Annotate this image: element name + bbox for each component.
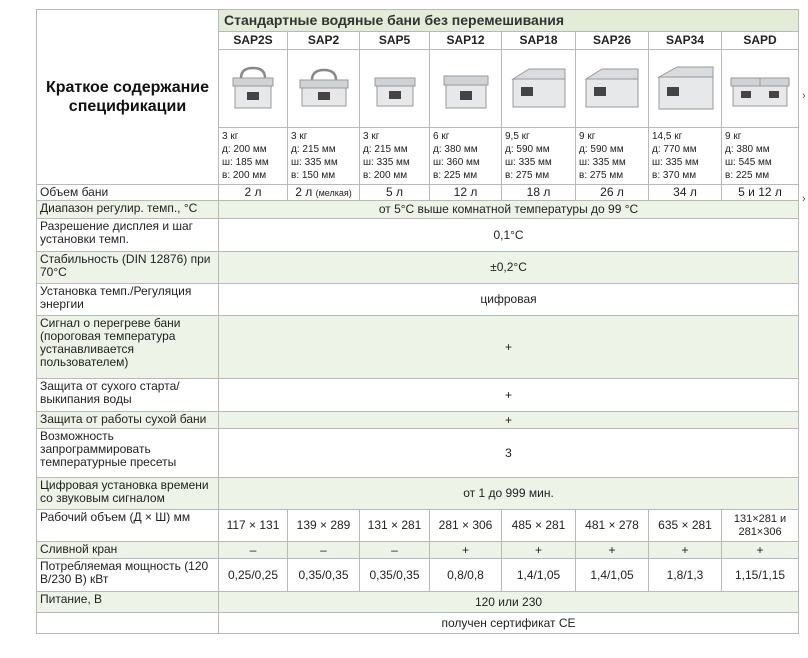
supply-value: 120 или 230: [219, 592, 799, 613]
side-mark: ›: [802, 90, 806, 102]
work-volume-value: 281 × 306: [430, 510, 502, 542]
volume-value: 26 л: [576, 185, 649, 201]
power-value: 0,8/0,8: [430, 559, 502, 592]
model-name: SAP2S: [219, 32, 288, 50]
work-volume-value: 131 × 281: [360, 510, 430, 542]
work-volume-value: 635 × 281: [649, 510, 722, 542]
work-volume-value: 485 × 281: [502, 510, 576, 542]
water-bath-image: [360, 50, 430, 128]
model-name: SAPD: [722, 32, 799, 50]
model-name: SAP12: [430, 32, 502, 50]
temp-range-row: [37, 201, 799, 219]
row-label: Потребляемая мощность (120 В/230 В) кВт: [37, 559, 219, 592]
row-label: Возможность запрограммировать температурные пресеты: [37, 429, 219, 478]
dry-start-value: +: [219, 379, 799, 412]
certificate-row: [37, 613, 799, 634]
row-label: Цифровая установка времени со звуковым сигналом: [37, 478, 219, 510]
volume-row: [37, 185, 799, 201]
power-value: 1,4/1,05: [576, 559, 649, 592]
drain-value: +: [576, 542, 649, 559]
model-dimensions: 9 кг д: 590 мм ш: 335 мм в: 275 мм: [576, 128, 649, 185]
row-label: Диапазон регулир. темп., °C: [37, 201, 219, 219]
dry-bath-value: +: [219, 412, 799, 429]
model-name: SAP2: [288, 32, 360, 50]
water-bath-image: [288, 50, 360, 128]
stability-row: [37, 252, 799, 284]
resolution-value: 0,1°C: [219, 219, 799, 252]
overheat-value: +: [219, 316, 799, 379]
water-bath-image: [219, 50, 288, 128]
drain-row: [37, 542, 799, 559]
volume-value: 2 л: [219, 185, 288, 201]
work-volume-row: [37, 510, 799, 542]
row-label: Установка темп./Регуляция энергии: [37, 284, 219, 316]
volume-value: 18 л: [502, 185, 576, 201]
work-volume-value: 139 × 289: [288, 510, 360, 542]
volume-value: 2 л (мелкая): [288, 185, 360, 201]
volume-value: 34 л: [649, 185, 722, 201]
row-label: Защита от сухого старта/ выкипания воды: [37, 379, 219, 412]
water-bath-5l-icon: [365, 62, 425, 112]
power-value: 0,35/0,35: [288, 559, 360, 592]
model-dimensions: 9 кг д: 380 мм ш: 545 мм в: 225 мм: [722, 128, 799, 185]
drain-value: +: [430, 542, 502, 559]
volume-value: 5 и 12 л: [722, 185, 799, 201]
dry-start-row: [37, 379, 799, 412]
overheat-row: [37, 316, 799, 379]
row-label: Разрешение дисплея и шаг установки темп.: [37, 219, 219, 252]
timer-value: от 1 до 999 мин.: [219, 478, 799, 510]
work-volume-value: 117 × 131: [219, 510, 288, 542]
presets-row: [37, 429, 799, 478]
drain-value: +: [722, 542, 799, 559]
water-bath-image: [430, 50, 502, 128]
model-dimensions: 14,5 кг д: 770 мм ш: 335 мм в: 370 мм: [649, 128, 722, 185]
spec-table: [36, 9, 799, 634]
drain-value: +: [502, 542, 576, 559]
presets-value: 3: [219, 429, 799, 478]
drain-value: –: [219, 542, 288, 559]
model-dimensions: 6 кг д: 380 мм ш: 360 мм в: 225 мм: [430, 128, 502, 185]
drain-value: –: [360, 542, 430, 559]
model-name: SAP18: [502, 32, 576, 50]
model-dimensions: 9,5 кг д: 590 мм ш: 335 мм в: 275 мм: [502, 128, 576, 185]
model-name: SAP5: [360, 32, 430, 50]
water-bath-18l-icon: [507, 61, 571, 113]
water-bath-image: [502, 50, 576, 128]
water-bath-image: [722, 50, 799, 128]
certificate-value: получен сертификат CE: [219, 613, 799, 634]
drain-value: –: [288, 542, 360, 559]
water-bath-dual-icon: [727, 62, 793, 112]
power-value: 1,15/1,15: [722, 559, 799, 592]
water-bath-12l-icon: [436, 62, 496, 112]
spec-table-container: [36, 9, 799, 634]
supply-row: [37, 592, 799, 613]
power-value: 1,8/1,3: [649, 559, 722, 592]
spec-summary-title: Краткое содержание спецификации: [37, 10, 219, 185]
water-bath-image: [649, 50, 722, 128]
work-volume-value: 481 × 278: [576, 510, 649, 542]
work-volume-value: 131×281 и 281×306: [722, 510, 799, 542]
water-bath-image: [576, 50, 649, 128]
power-value: 0,35/0,35: [360, 559, 430, 592]
row-label: Сливной кран: [37, 542, 219, 559]
row-label: [37, 613, 219, 634]
timer-row: [37, 478, 799, 510]
model-dimensions: 3 кг д: 215 мм ш: 335 мм в: 200 мм: [360, 128, 430, 185]
water-bath-shallow-icon: [294, 62, 354, 112]
side-mark: ›: [802, 193, 806, 205]
setting-value: цифровая: [219, 284, 799, 316]
resolution-row: [37, 219, 799, 252]
row-label: Питание, В: [37, 592, 219, 613]
group-title: Стандартные водяные бани без перемешивания: [219, 10, 799, 32]
model-dimensions: 3 кг д: 200 мм ш: 185 мм в: 200 мм: [219, 128, 288, 185]
model-name: SAP26: [576, 32, 649, 50]
model-dimensions: 3 кг д: 215 мм ш: 335 мм в: 150 мм: [288, 128, 360, 185]
power-value: 0,25/0,25: [219, 559, 288, 592]
row-label: Защита от работы сухой бани: [37, 412, 219, 429]
volume-value: 12 л: [430, 185, 502, 201]
power-row: [37, 559, 799, 592]
row-label: Стабильность (DIN 12876) при 70°C: [37, 252, 219, 284]
power-value: 1,4/1,05: [502, 559, 576, 592]
row-label: Рабочий объем (Д × Ш) мм: [37, 510, 219, 542]
row-label: Объем бани: [37, 185, 219, 201]
volume-value: 5 л: [360, 185, 430, 201]
drain-value: +: [649, 542, 722, 559]
water-bath-small-icon: [223, 62, 283, 112]
stability-value: ±0,2°C: [219, 252, 799, 284]
row-label: Сигнал о перегреве бани (пороговая температура устанавливается пользователем): [37, 316, 219, 379]
temp-range-value: от 5°C выше комнатной температуры до 99 °C: [219, 201, 799, 219]
model-name: SAP34: [649, 32, 722, 50]
water-bath-26l-icon: [580, 61, 644, 113]
water-bath-34l-icon: [653, 61, 717, 113]
dry-bath-row: [37, 412, 799, 429]
setting-row: [37, 284, 799, 316]
